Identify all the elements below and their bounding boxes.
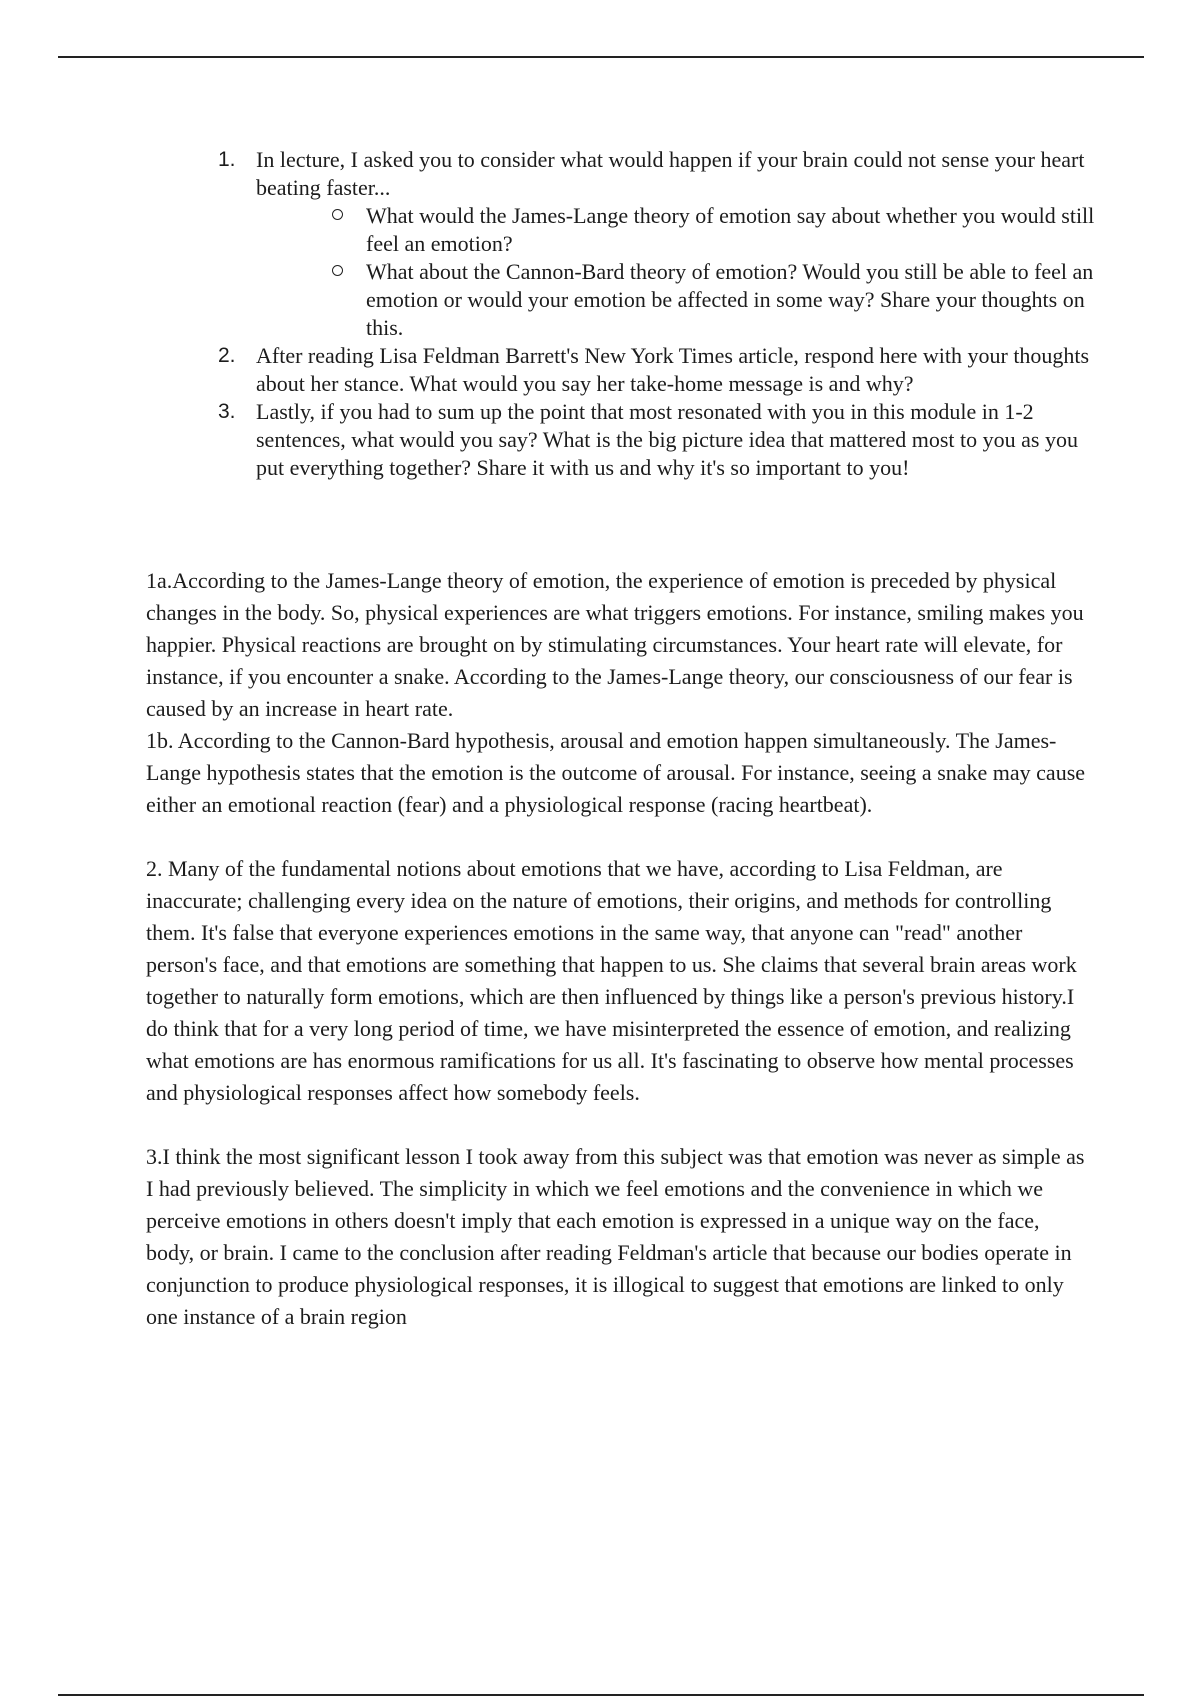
answer-3: 3.I think the most significant lesson I took away from this subject was that emotion was never as simple as I had previously believed. The simplicity in which we feel emotions and the convenience in which we perceive emotions in others doesn't imply that each emotion is expressed in a unique way on the face, body, or brain. I came to the conclusion after reading Feldman's article that because our bodies operate in conjunction to produce physiological responses, it is illogical to suggest that emotions are linked to only one instance of a brain region: [146, 1144, 1085, 1329]
circle-bullet-icon: [332, 209, 343, 220]
subitem-text: What about the Cannon-Bard theory of emotion? Would you still be able to feel an emotion or would your emotion be affected in some way? Share your thoughts on this.: [366, 259, 1094, 340]
question-3: [218, 398, 1098, 482]
answer-2: 2. Many of the fundamental notions about emotions that we have, according to Lisa Feldman, are inaccurate; challenging every idea on the nature of emotions, their origins, and methods for controlling them. It's false that everyone experiences emotions in the same way, that anyone can "read" another person's face, and that emotions are something that happen to us. She claims that several brain areas work together to naturally form emotions, which are then influenced by things like a person's previous history.I do think that for a very long period of time, we have misinterpreted the essence of emotion, and realizing what emotions are has enormous ramifications for us all. It's fascinating to observe how mental processes and physiological responses affect how somebody feels.: [146, 856, 1077, 1105]
question-number: 1.: [218, 148, 236, 171]
answer-1a: 1a.According to the James-Lange theory of emotion, the experience of emotion is preceded by physical changes in the body. So, physical experiences are what triggers emotions. For instance, smiling makes you happier. Physical reactions are brought on by stimulating circumstances. Your heart rate will elevate, for instance, if you encounter a snake. According to the James-Lange theory, our consciousness of our fear is caused by an increase in heart rate.: [146, 568, 1084, 721]
question-text: In lecture, I asked you to consider what would happen if your brain could not sense your heart beating faster...: [256, 147, 1085, 200]
question-number: 2.: [218, 344, 236, 367]
top-rule: [58, 56, 1144, 58]
subitem-text: What would the James-Lange theory of emotion say about whether you would still feel an emotion?: [366, 203, 1095, 256]
answer-1b: 1b. According to the Cannon-Bard hypothesis, arousal and emotion happen simultaneously. The James-Lange hypothesis states that the emotion is the outcome of arousal. For instance, seeing a snake may cause either an emotional reaction (fear) and a physiological response (racing heartbeat).: [146, 728, 1086, 817]
question-number: 3.: [218, 400, 236, 423]
question-1-subitem-2: [366, 258, 1098, 342]
question-1-subitem-1: [366, 202, 1098, 258]
question-list: [218, 146, 1098, 482]
bottom-rule: [58, 1694, 1144, 1696]
circle-bullet-icon: [332, 265, 343, 276]
question-1: [218, 146, 1098, 202]
question-text: After reading Lisa Feldman Barrett's New York Times article, respond here with your thoughts about her stance. What would you say her take-home message is and why?: [256, 343, 1090, 396]
question-text: Lastly, if you had to sum up the point that most resonated with you in this module in 1-2 sentences, what would you say? What is the big picture idea that mattered most to you as you put everything together? Share it with us and why it's so important to you!: [256, 399, 1078, 480]
answer-section: [146, 565, 1086, 1333]
question-2: [218, 342, 1098, 398]
